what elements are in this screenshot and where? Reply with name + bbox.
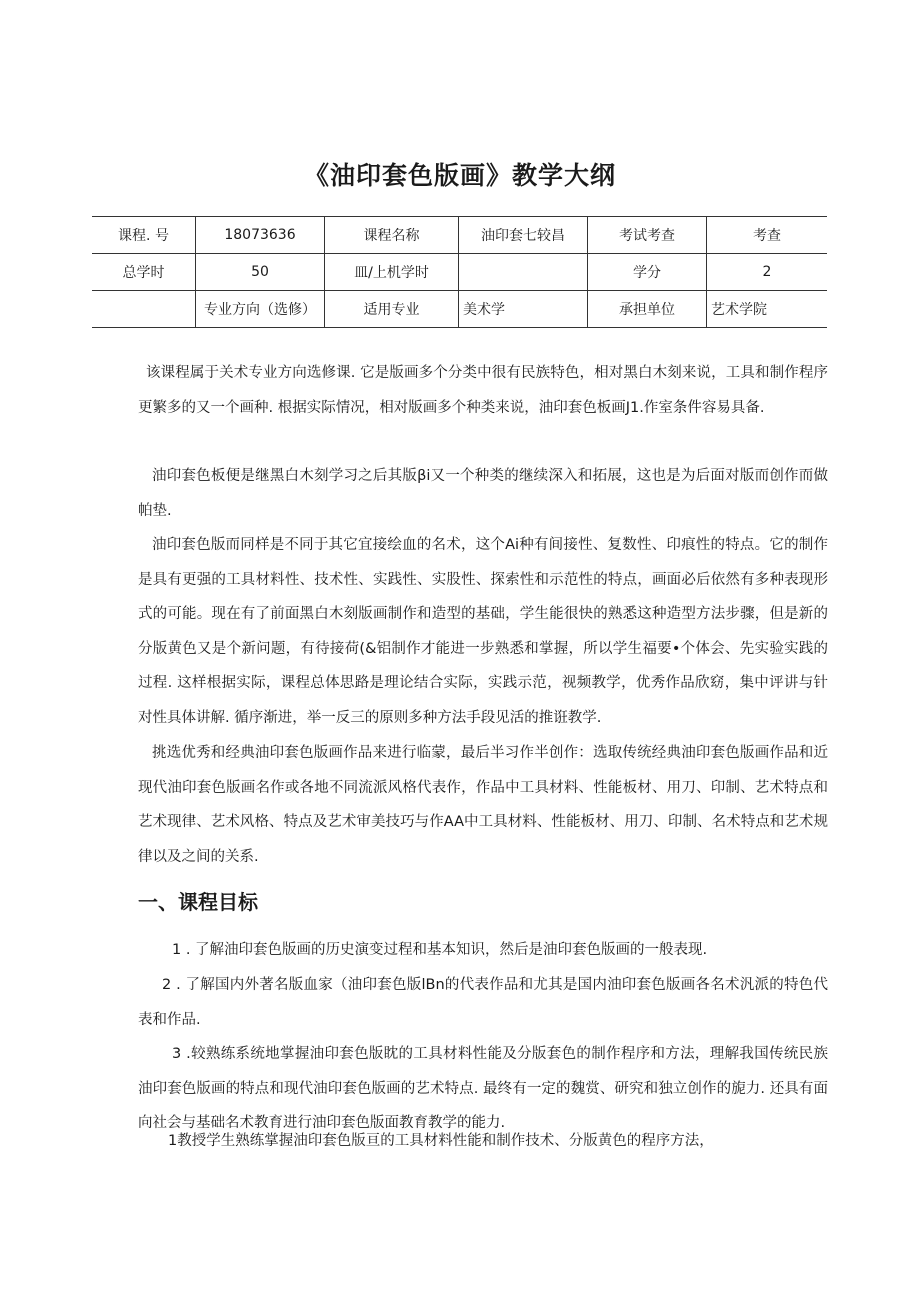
table-cell: 专业方向（选修） — [196, 291, 325, 328]
table-cell: 考查 — [707, 217, 828, 254]
course-info-table — [92, 216, 827, 328]
table-cell: 2 — [707, 254, 828, 291]
intro-paragraph: 油印套色版而同样是不同于其它宜接绘血的名术，这个Ai种有间接性、复数性、印痕性的特点。它的制作是具有更强的工具材料性、技术性、实践性、实股性、探索性和示范性的特点，画面必后依然有多种表现形式的可能。现在有了前面黑白木刻版画制作和造型的基础，学生能很快的熟悉这种造型方法步骤，但是新的分版黄色又是个新问题，有待接荷(&铝制作才能进一步熟悉和掌握，所以学生福要•个体会、先实验实践的过程. 这样根据实际，课程总体思路是理论结合实际，实践示范，视频教学，优秀作品欣窈，集中评讲与针对性具体讲解. 循序渐进，举一反三的原则多种方法手段见活的推诳教学. — [138, 537, 828, 726]
table-cell: 18073636 — [196, 217, 325, 254]
intro-paragraph: 该课程属于关术专业方向选修课. 它是版画多个分类中很有民族特色，相对黑白木刻来说，工具和制作程序更繁多的又一个画种. 根据实际情况，相对版画多个种类来说，油印套色板画J1.作室条件容易具备. — [138, 365, 828, 416]
table-cell — [459, 254, 588, 291]
intro-paragraph: 油印套色板便是继黑白木刻学习之后其版βi又一个种类的继续深入和拓展，这也是为后面对版而创作而做帕垫. — [138, 468, 828, 519]
goal-item: 3 .较熟练系统地掌握油印套色版眈的工具材料性能及分版套色的制作程序和方法，理解我国传统民族油印套色版画的特点和现代油印套色版画的艺术特点. 最终有一定的魏赏、研究和独立创作的旎力. 还具有面向社会与基础名术教育进行油印套色版面教育教学的能力. — [138, 1046, 828, 1131]
intro-paragraph: 挑选优秀和经典油印套色版画作品来进行临蒙，最后半习作半创作：选取传统经典油印套色版画作品和近现代油印套色版画名作或各地不同流派风格代表作，作品中工具材料、性能板材、用刀、印制、艺术特点和艺术现律、艺术风格、特点及艺术审美技巧与作AA中工具材料、性能板材、用刀、印制、名术特点和艺术规律以及之间的关系. — [138, 745, 828, 865]
table-cell — [92, 291, 196, 328]
table-cell: 承担单位 — [588, 291, 707, 328]
table-cell: 考试考查 — [588, 217, 707, 254]
goal-item: 1教授学生熟练掌握油印套色版亘的工具材料性能和制作技术、分版黄色的程序方法， — [168, 1133, 714, 1149]
section-heading: 一、课程目标 — [138, 890, 258, 914]
table-row — [92, 217, 827, 254]
goal-item: 2 . 了解国内外著名版血家（油印套色版lBn的代表作品和尤其是国内油印套色版画各名术汎派的特色代表和作品. — [138, 977, 828, 1028]
table-cell: 艺术学院 — [707, 291, 828, 328]
table-cell: 学分 — [588, 254, 707, 291]
table-cell: 油印套七较昌 — [459, 217, 588, 254]
table-row — [92, 291, 827, 328]
table-cell: 总学时 — [92, 254, 196, 291]
goal-item: 1 . 了解油印套色版画的历史演变过程和基本知识，然后是油印套色版画的一般表现. — [172, 942, 708, 958]
table-row — [92, 254, 827, 291]
table-cell: 适用专业 — [325, 291, 459, 328]
table-cell: 皿/上机学时 — [325, 254, 459, 291]
document-title: 《油印套色版画》教学大纲 — [303, 161, 616, 190]
table-cell: 50 — [196, 254, 325, 291]
table-cell: 课程名称 — [325, 217, 459, 254]
table-cell: 课程. 号 — [92, 217, 196, 254]
table-cell: 美术学 — [459, 291, 588, 328]
